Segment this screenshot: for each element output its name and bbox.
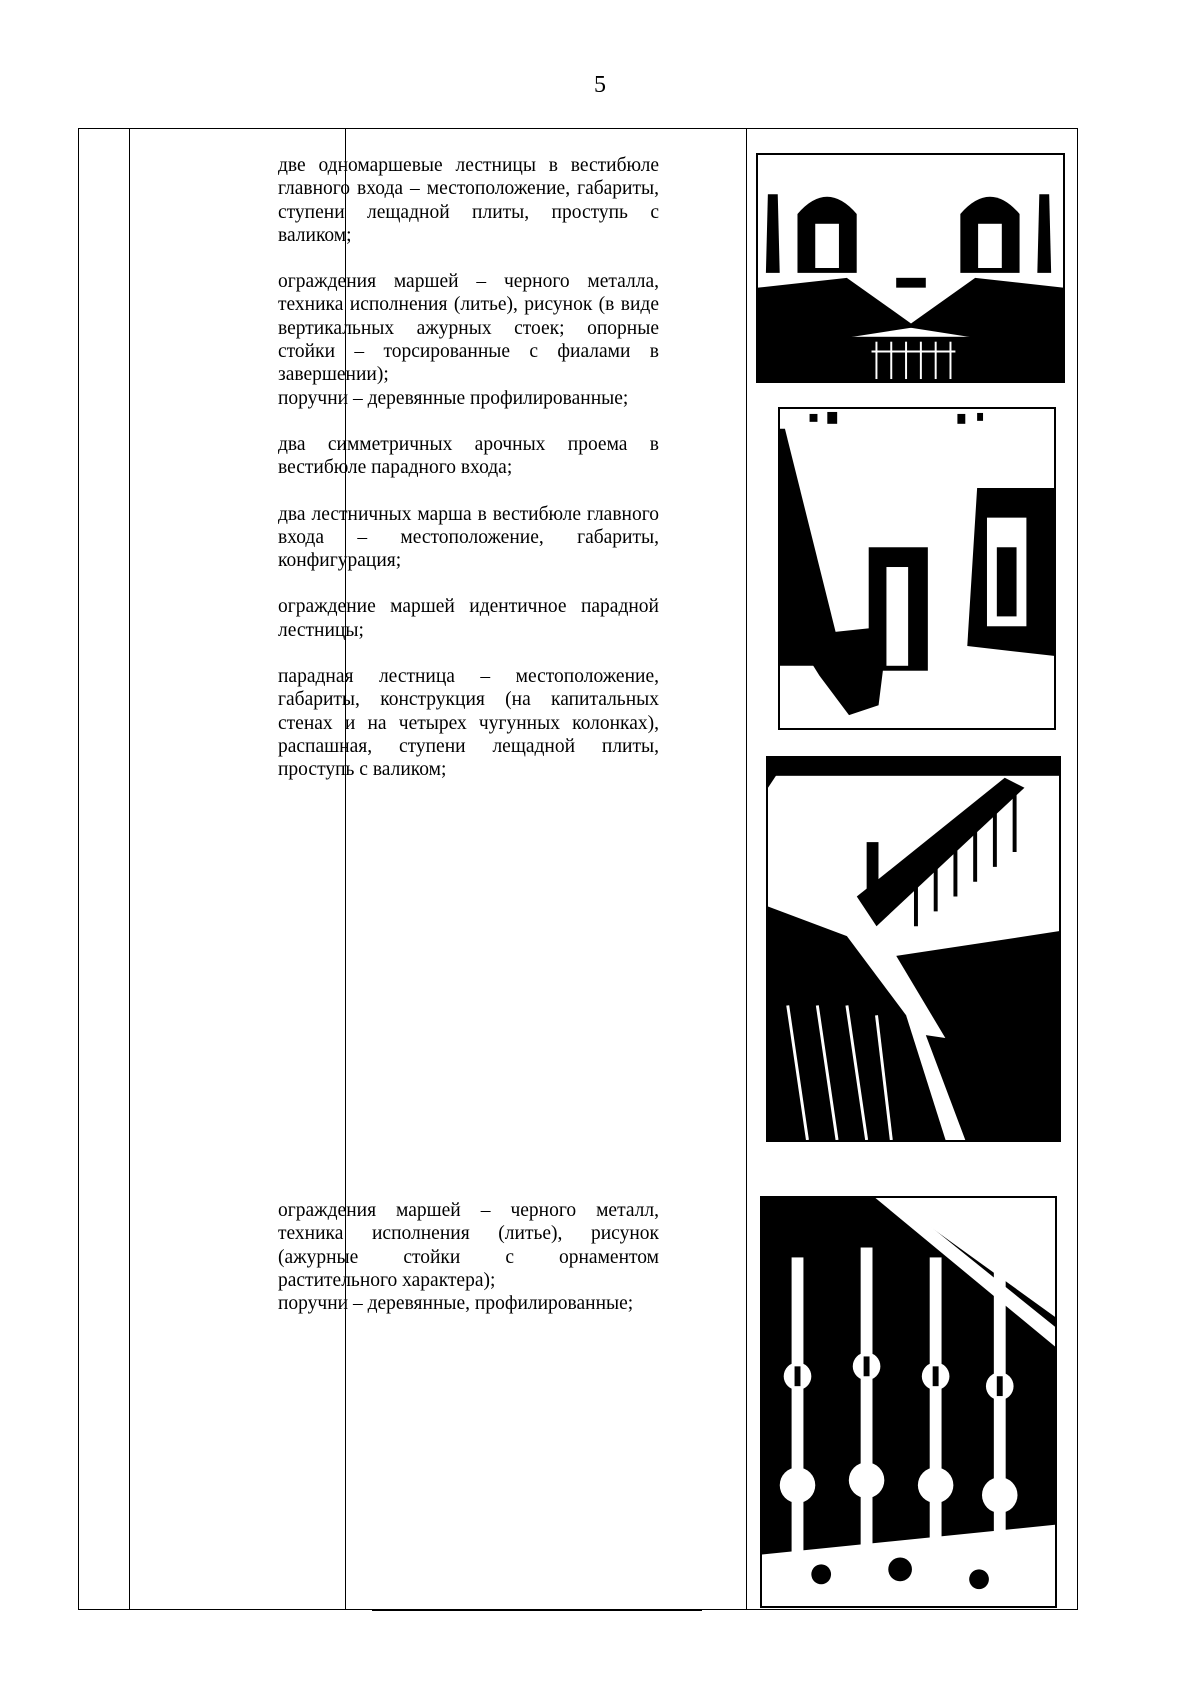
page-number: 5: [594, 72, 606, 98]
footer-rule: [372, 1610, 702, 1611]
description-block-2: [278, 1199, 659, 1315]
description-paragraph: ограждение маршей идентичное парадной лестницы;: [278, 596, 659, 641]
description-paragraph: поручни – деревянные профилированные;: [278, 387, 629, 409]
description-block-1: [278, 154, 659, 782]
column-divider: [129, 129, 130, 1609]
column-divider: [746, 129, 747, 1609]
description-paragraph: парадная лестница – местоположение, габариты, конструкция (на капитальных стенах и на четырех чугунных колонках), распашная, ступени лещадной плиты, проступь с валиком;: [278, 666, 659, 781]
description-paragraph: поручни – деревянные, профилированные;: [278, 1293, 634, 1315]
description-paragraph: ограждения маршей – черного металл, техника исполнения (литье), рисунок (ажурные стойки с орнаментом растительного характера);: [278, 1200, 659, 1291]
description-paragraph: два симметричных арочных проема в вестибюле парадного входа;: [278, 433, 659, 479]
vestibule-stairs-photo: [756, 153, 1065, 383]
main-staircase-photo: [766, 756, 1061, 1142]
description-paragraph: два лестничных марша в вестибюле главного входа – местоположение, габариты, конфигурация;: [278, 503, 659, 572]
arched-openings-photo: [778, 407, 1056, 730]
description-paragraph: две одномаршевые лестницы в вестибюле главного входа – местоположение, габариты, ступени лещадной плиты, проступь с валиком;: [278, 155, 659, 246]
description-paragraph: ограждения маршей – черного металла, техника исполнения (литье), рисунок (в виде вертикальных ажурных стоек; опорные стойки – торсированные с фиалами в завершении);: [278, 271, 659, 386]
cast-iron-balusters-photo: [760, 1196, 1057, 1608]
